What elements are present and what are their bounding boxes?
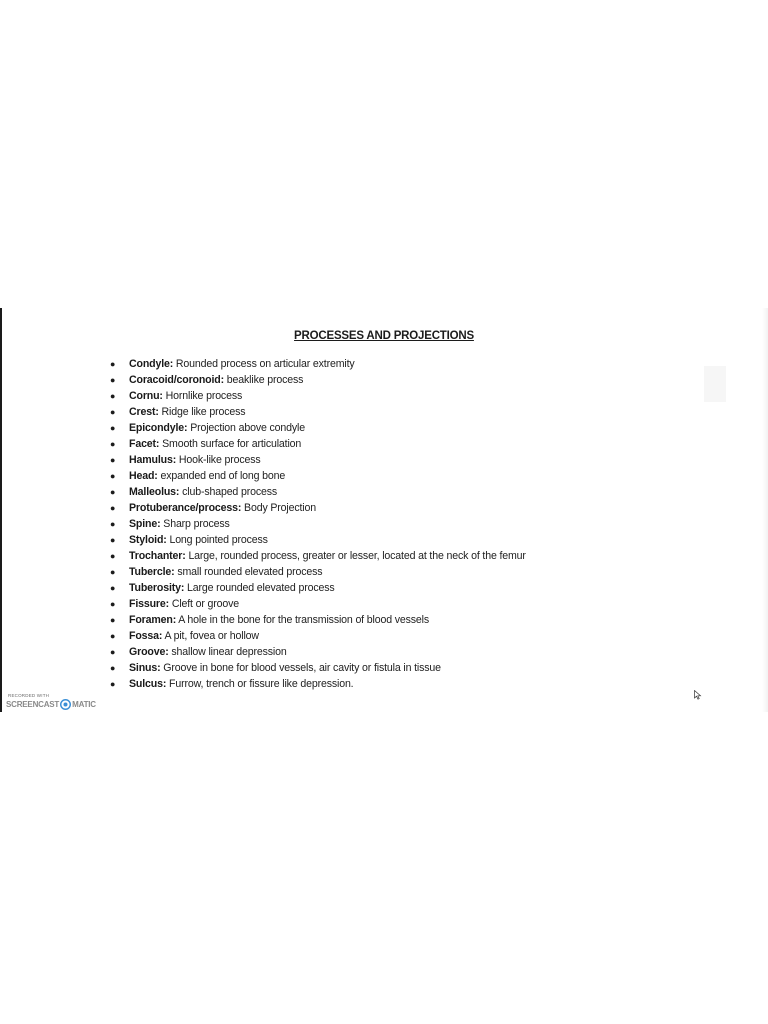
term-definition: Sharp process [163, 518, 230, 530]
watermark-brand-left: SCREENCAST [6, 700, 60, 709]
term-definition: club-shaped process [182, 486, 278, 498]
term-label: Styloid: [129, 534, 167, 546]
watermark-recorded-with: RECORDED WITH [8, 693, 50, 698]
term-label: Fossa: [129, 630, 163, 642]
bullet-icon: ● [110, 679, 116, 689]
bullet-icon: ● [110, 615, 116, 625]
term-label: Foramen: [129, 614, 177, 626]
bullet-icon: ● [110, 359, 116, 369]
term-label: Spine: [129, 518, 161, 530]
term-label: Sinus: [129, 662, 161, 674]
list-item [108, 660, 526, 676]
term-definition: Hook-like process [178, 454, 261, 466]
list-item [108, 356, 526, 372]
mouse-pointer-icon [694, 690, 702, 700]
list-item [108, 516, 526, 532]
list-item [108, 372, 526, 388]
list-item [108, 468, 526, 484]
term-label: Protuberance/process: [129, 502, 242, 514]
terms-list [108, 356, 526, 692]
list-item [108, 564, 526, 580]
frame-left-border [0, 308, 2, 712]
term-definition: Cleft or groove [171, 598, 240, 610]
watermark-brand-right: MATIC [72, 700, 96, 709]
term-label: Trochanter: [129, 550, 186, 562]
bullet-icon: ● [110, 439, 116, 449]
term-definition: Projection above condyle [190, 422, 305, 434]
term-definition: expanded end of long bone [160, 470, 286, 482]
term-label: Fissure: [129, 598, 170, 610]
bullet-icon: ● [110, 599, 116, 609]
screencast-o-matic-logo-icon [60, 699, 71, 710]
term-definition: Groove in bone for blood vessels, air cavity or fistula in tissue [163, 662, 441, 674]
term-label: Groove: [129, 646, 169, 658]
list-item [108, 580, 526, 596]
term-label: Malleolus: [129, 486, 180, 498]
list-item [108, 404, 526, 420]
term-label: Tubercle: [129, 566, 175, 578]
bullet-icon: ● [110, 423, 116, 433]
bullet-icon: ● [110, 567, 116, 577]
term-definition: Ridge like process [161, 406, 246, 418]
faint-artifact [704, 366, 726, 402]
bullet-icon: ● [110, 647, 116, 657]
list-item [108, 532, 526, 548]
bullet-icon: ● [110, 503, 116, 513]
term-definition: Rounded process on articular extremity [175, 358, 355, 370]
term-label: Head: [129, 470, 158, 482]
bullet-icon: ● [110, 663, 116, 673]
term-definition: Body Projection [244, 502, 316, 514]
term-label: Hamulus: [129, 454, 177, 466]
term-definition: Large, rounded process, greater or lesser, located at the neck of the femur [188, 550, 526, 562]
list-item [108, 676, 526, 692]
list-item [108, 388, 526, 404]
list-item [108, 452, 526, 468]
term-definition: A pit, fovea or hollow [164, 630, 259, 642]
term-label: Coracoid/coronoid: [129, 374, 224, 386]
term-label: Epicondyle: [129, 422, 188, 434]
list-item [108, 628, 526, 644]
bullet-icon: ● [110, 487, 116, 497]
term-label: Sulcus: [129, 678, 167, 690]
list-item [108, 436, 526, 452]
bullet-icon: ● [110, 631, 116, 641]
bullet-icon: ● [110, 583, 116, 593]
bullet-icon: ● [110, 471, 116, 481]
list-item [108, 596, 526, 612]
bullet-icon: ● [110, 391, 116, 401]
frame-right-shade [762, 308, 768, 712]
term-definition: shallow linear depression [171, 646, 287, 658]
bullet-icon: ● [110, 455, 116, 465]
term-definition: small rounded elevated process [177, 566, 323, 578]
term-label: Tuberosity: [129, 582, 185, 594]
document-title: PROCESSES AND PROJECTIONS [294, 330, 474, 342]
term-definition: beaklike process [226, 374, 304, 386]
watermark-brand [6, 699, 96, 710]
bullet-icon: ● [110, 519, 116, 529]
bullet-icon: ● [110, 407, 116, 417]
term-definition: Hornlike process [165, 390, 243, 402]
term-label: Crest: [129, 406, 159, 418]
term-definition: A hole in the bone for the transmission of blood vessels [178, 614, 430, 626]
bullet-icon: ● [110, 375, 116, 385]
list-item [108, 484, 526, 500]
bullet-icon: ● [110, 551, 116, 561]
list-item [108, 420, 526, 436]
term-definition: Furrow, trench or fissure like depression. [169, 678, 354, 690]
video-frame [0, 308, 768, 712]
term-definition: Smooth surface for articulation [162, 438, 302, 450]
term-label: Facet: [129, 438, 160, 450]
screencast-watermark [6, 693, 98, 711]
term-label: Cornu: [129, 390, 163, 402]
list-item [108, 644, 526, 660]
term-definition: Large rounded elevated process [187, 582, 335, 594]
list-item [108, 500, 526, 516]
bullet-icon: ● [110, 535, 116, 545]
term-definition: Long pointed process [169, 534, 268, 546]
list-item [108, 612, 526, 628]
list-item [108, 548, 526, 564]
term-label: Condyle: [129, 358, 174, 370]
